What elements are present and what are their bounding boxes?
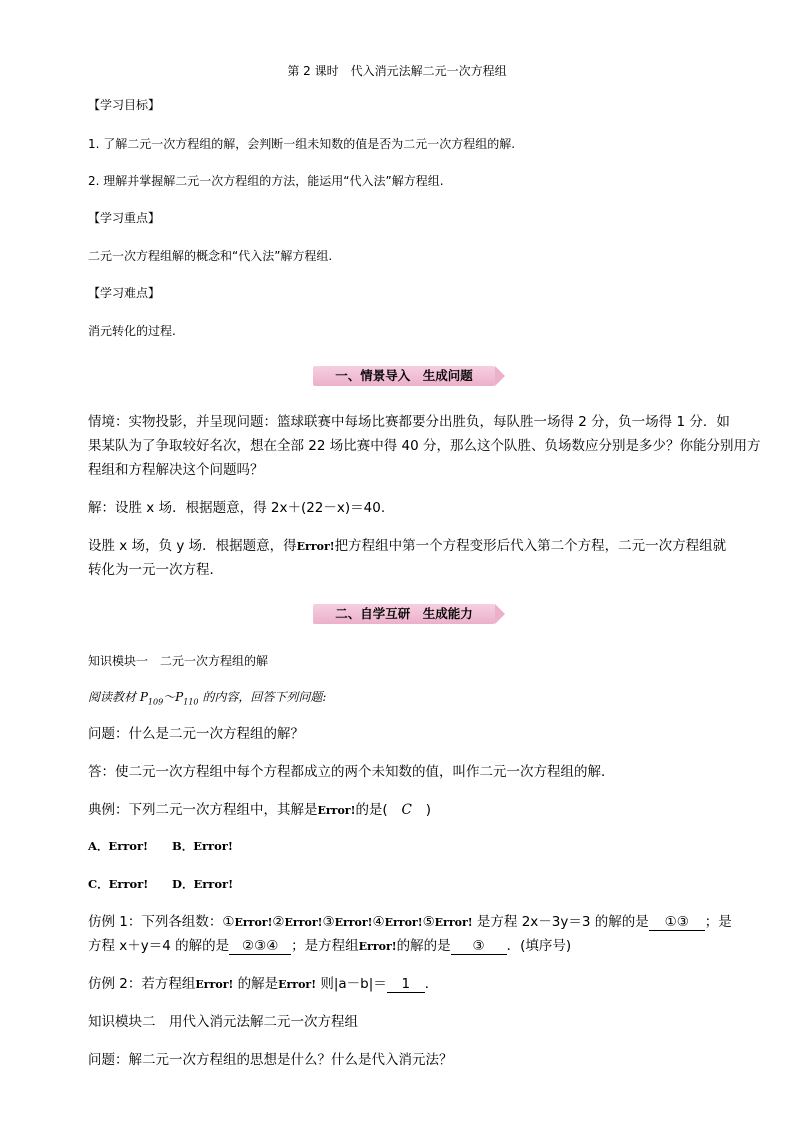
error-placeholder: Error! <box>384 916 423 929</box>
practice-2-text: 仿例 2：若方程组 <box>88 976 196 992</box>
fill-blank: ①③ <box>649 915 705 931</box>
reading-text-end: 的内容，回答下列问题: <box>198 690 327 704</box>
choice-b: B．Error! <box>172 839 233 853</box>
example-text-after: 的是( <box>355 802 388 818</box>
reading-range: ～P <box>163 690 184 704</box>
circled-5: ⑤ <box>422 914 435 930</box>
error-placeholder: Error! <box>234 916 273 929</box>
reading-instruction <box>88 689 326 710</box>
objective-item-2: 2. 理解并掌握解二元一次方程组的方法，能运用“代入法”解方程组. <box>88 174 444 188</box>
example-close: ) <box>425 802 431 818</box>
choice-d: D．Error! <box>172 877 234 891</box>
system-paragraph-line-1 <box>88 535 726 558</box>
key-points-text: 二元一次方程组解的概念和“代入法”解方程组. <box>88 249 333 263</box>
practice-2-text: 则|a－b|＝ <box>316 976 387 992</box>
page-end: 110 <box>183 697 199 707</box>
practice-1-end: ．(填序号) <box>506 938 572 954</box>
circled-2: ② <box>272 914 285 930</box>
situation-line-3: 程组和方程解决这个问题吗？ <box>88 462 264 478</box>
question-1: 问题：什么是二元一次方程组的解？ <box>88 726 304 742</box>
error-placeholder: Error! <box>317 804 356 817</box>
key-points-heading: 【学习重点】 <box>88 211 161 225</box>
system-text-after: 把方程组中第一个方程变形后代入第二个方程，二元一次方程组就 <box>334 538 727 554</box>
section-banner-2 <box>313 604 507 624</box>
practice-1-end: ；是 <box>704 914 732 930</box>
lesson-title: 第 2 课时 代入消元法解二元一次方程组 <box>287 64 507 78</box>
question-2: 问题：解二元一次方程组的思想是什么？什么是代入消元法？ <box>88 1052 453 1068</box>
error-placeholder: Error! <box>278 978 317 991</box>
circled-4: ④ <box>372 914 385 930</box>
system-text-before: 设胜 x 场，负 y 场．根据题意，得 <box>88 538 297 554</box>
section-banner-1 <box>313 366 507 386</box>
reading-text: 阅读教材 P <box>88 690 148 704</box>
example-text: 典例：下列二元一次方程组中，其解是 <box>88 802 318 818</box>
situation-line-2: 果某队为了争取较好名次，想在全部 22 场比赛中得 40 分，那么这个队胜、负场数应分别是多少？你能分别用方 <box>88 438 761 454</box>
practice-1-prefix: 仿例 1：下列各组数：① <box>88 914 235 930</box>
objectives-heading: 【学习目标】 <box>88 98 161 112</box>
answer-1: 答：使二元一次方程组中每个方程都成立的两个未知数的值，叫作二元一次方程组的解． <box>88 764 615 780</box>
section-banner-1-label: 一、情景导入 生成问题 <box>335 368 473 383</box>
fill-blank: 1 <box>387 977 425 993</box>
section-banner-2-label: 二、自学互研 生成能力 <box>335 606 473 621</box>
error-placeholder: Error! <box>296 540 335 553</box>
module-1-title: 知识模块一 二元一次方程组的解 <box>88 654 269 668</box>
system-paragraph-line-2: 转化为一元一次方程． <box>88 562 223 578</box>
example-line <box>88 799 431 822</box>
error-placeholder: Error! <box>434 916 473 929</box>
example-answer: C <box>401 802 412 818</box>
choice-c: C．Error! <box>88 877 149 891</box>
page-start: 109 <box>147 697 164 707</box>
circled-3: ③ <box>322 914 335 930</box>
practice-2-text: 的解是 <box>233 976 279 992</box>
difficulties-heading: 【学习难点】 <box>88 286 161 300</box>
error-placeholder: Error! <box>284 916 323 929</box>
practice-1-text: 的解的是 <box>396 938 451 954</box>
difficulties-text: 消元转化的过程. <box>88 324 176 338</box>
objective-item-1: 1. 了解二元一次方程组的解，会判断一组未知数的值是否为二元一次方程组的解. <box>88 137 516 151</box>
error-placeholder: Error! <box>358 940 397 953</box>
practice-1-text: ；是方程组 <box>291 938 359 954</box>
error-placeholder: Error! <box>334 916 373 929</box>
fill-blank: ③ <box>451 939 507 955</box>
practice-2-line <box>88 973 438 996</box>
practice-1-text: 是方程 2x－3y＝3 的解的是 <box>472 914 649 930</box>
banner-arrow-icon <box>495 604 505 624</box>
choice-a: A．Error! <box>88 839 149 853</box>
practice-2-end: ． <box>424 976 439 992</box>
module-2-title: 知识模块二 用代入消元法解二元一次方程组 <box>88 1014 358 1030</box>
practice-1-line-1 <box>88 911 732 934</box>
practice-1-line-2 <box>88 935 571 958</box>
situation-line-1: 情境：实物投影，并呈现问题：篮球联赛中每场比赛都要分出胜负，每队胜一场得 2 分，负一场得 1 分．如 <box>88 414 730 430</box>
error-placeholder: Error! <box>195 978 234 991</box>
fill-blank: ②③④ <box>229 939 291 955</box>
solution-line: 解：设胜 x 场．根据题意，得 2x＋(22－x)＝40. <box>88 500 386 516</box>
practice-1-text: 方程 x＋y＝4 的解的是 <box>88 938 230 954</box>
banner-arrow-icon <box>495 366 505 386</box>
